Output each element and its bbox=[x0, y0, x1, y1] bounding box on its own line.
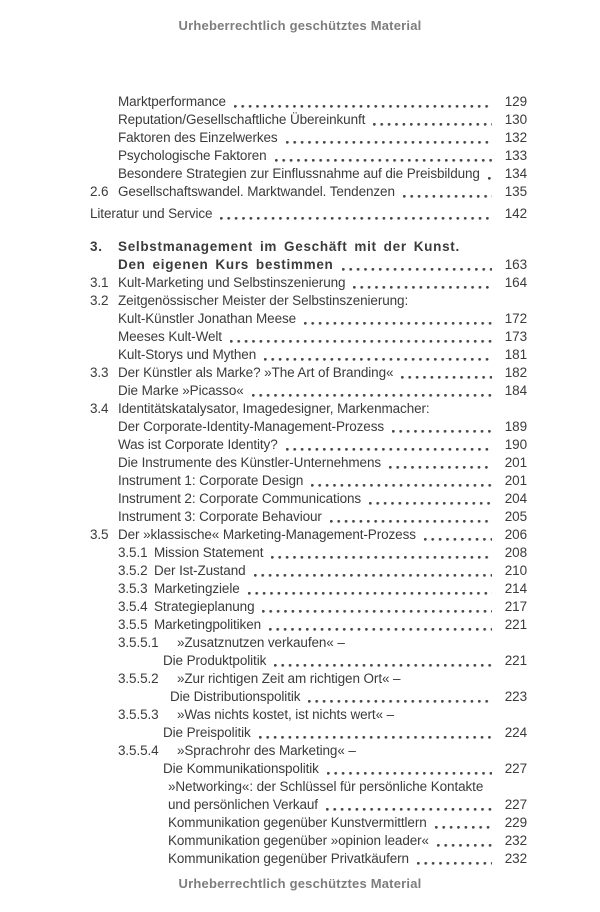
toc-entry-title: Die Marke »Picasso« bbox=[118, 383, 244, 398]
toc-entry-page: 208 bbox=[504, 545, 527, 560]
toc-entry bbox=[90, 111, 527, 129]
toc-entry-page: 181 bbox=[504, 347, 527, 362]
toc-entry-page: 221 bbox=[504, 617, 527, 632]
toc-entry-page: 135 bbox=[504, 184, 527, 199]
dot-leader bbox=[304, 310, 492, 328]
toc-entry bbox=[90, 670, 527, 688]
toc-entry-title: Identitätskatalysator, Imagedesigner, Markenmacher: bbox=[118, 401, 430, 416]
dot-leader bbox=[230, 328, 492, 346]
copyright-footer: Urheberrechtlich geschütztes Material bbox=[178, 876, 422, 891]
toc-entry bbox=[90, 328, 527, 346]
dot-leader bbox=[392, 418, 492, 436]
toc-entry-title: »Zusatznutzen verkaufen« – bbox=[177, 635, 345, 650]
toc-entry bbox=[90, 165, 527, 183]
toc-entry bbox=[90, 346, 527, 364]
dot-leader bbox=[373, 111, 492, 129]
toc-entry-title: Kult-Storys und Mythen bbox=[118, 347, 257, 362]
toc-entry-title: Kult-Künstler Jonathan Meese bbox=[118, 311, 297, 326]
toc-entry-page: 201 bbox=[504, 473, 527, 488]
dot-leader bbox=[286, 436, 492, 454]
toc-entry bbox=[90, 688, 527, 706]
toc-entry bbox=[90, 400, 527, 418]
toc-entry bbox=[90, 129, 527, 147]
toc-entry-page: 224 bbox=[504, 725, 527, 740]
toc-entry-page: 164 bbox=[504, 275, 527, 290]
toc-entry bbox=[90, 814, 527, 832]
toc-entry-number: 3.5.5 bbox=[118, 617, 148, 632]
dot-leader bbox=[435, 814, 492, 832]
toc-entry-title: Mission Statement bbox=[154, 545, 264, 560]
dot-leader bbox=[308, 688, 492, 706]
dot-leader bbox=[234, 93, 492, 111]
toc-entry-title: Strategieplanung bbox=[154, 599, 255, 614]
dot-leader bbox=[437, 832, 492, 850]
toc-entry-title: Der »klassische« Marketing-Management-Prozess bbox=[118, 527, 416, 542]
toc-entry-number: 3.5.3 bbox=[118, 581, 148, 596]
toc-entry-page: 210 bbox=[504, 563, 527, 578]
toc-entry-number: 3.5.2 bbox=[118, 563, 148, 578]
toc-entry-title: Zeitgenössischer Meister der Selbstinszenierung: bbox=[118, 293, 409, 308]
toc-entry bbox=[90, 580, 527, 598]
dot-leader bbox=[488, 165, 492, 183]
dot-leader bbox=[274, 652, 492, 670]
toc-entry bbox=[90, 832, 527, 850]
toc-block-chapter-3 bbox=[90, 238, 527, 868]
toc-entry-page: 205 bbox=[504, 509, 527, 524]
toc-entry-title: Faktoren des Einzelwerkes bbox=[118, 130, 278, 145]
copyright-header: Urheberrechtlich geschütztes Material bbox=[178, 18, 422, 33]
toc-entry-title: Instrument 2: Corporate Communications bbox=[118, 491, 362, 506]
toc-entry-title: Die Instrumente des Künstler-Unternehmens bbox=[118, 455, 382, 470]
toc-entry-title: und persönlichen Verkauf bbox=[168, 797, 318, 812]
toc-entry-title: Instrument 1: Corporate Design bbox=[118, 473, 304, 488]
toc-entry-title: Besondere Strategien zur Einflussnahme auf die Preisbildung bbox=[118, 166, 480, 181]
toc-entry-page: 163 bbox=[504, 257, 527, 272]
toc-entry-page: 173 bbox=[504, 329, 527, 344]
toc-entry-page: 190 bbox=[504, 437, 527, 452]
toc-entry-title: Literatur und Service bbox=[90, 206, 213, 221]
toc-entry-page: 132 bbox=[504, 130, 527, 145]
toc-entry bbox=[90, 454, 527, 472]
toc-entry bbox=[90, 760, 527, 778]
dot-leader bbox=[330, 508, 492, 526]
toc-entry-number: 3.5 bbox=[90, 527, 109, 542]
toc-entry-title: Der Corporate-Identity-Management-Prozess bbox=[118, 419, 385, 434]
toc-entry-number: 3.2 bbox=[90, 293, 109, 308]
toc-entry bbox=[90, 472, 527, 490]
toc-entry bbox=[90, 544, 527, 562]
toc-entry-title: Marktperformance bbox=[118, 94, 226, 109]
toc-entry-page: 172 bbox=[504, 311, 527, 326]
toc-entry bbox=[90, 598, 527, 616]
toc-entry-title: Kommunikation gegenüber Kunstvermittlern bbox=[168, 815, 427, 830]
toc-entry bbox=[90, 205, 527, 223]
dot-leader bbox=[389, 454, 492, 472]
toc-entry bbox=[90, 436, 527, 454]
toc-entry bbox=[90, 850, 527, 868]
toc-entry-page: 189 bbox=[504, 419, 527, 434]
dot-leader bbox=[403, 183, 492, 201]
toc-entry-page: 182 bbox=[504, 365, 527, 380]
toc-entry-page: 204 bbox=[504, 491, 527, 506]
toc-entry bbox=[90, 93, 527, 111]
toc-entry-number: 3.5.5.3 bbox=[118, 707, 159, 722]
toc-entry-number: 3. bbox=[90, 239, 103, 254]
toc-entry-page: 232 bbox=[504, 851, 527, 866]
dot-leader bbox=[342, 256, 493, 274]
dot-leader bbox=[311, 472, 492, 490]
toc-entry-title: Meeses Kult-Welt bbox=[118, 329, 222, 344]
toc-entry-page: 227 bbox=[504, 761, 527, 776]
toc-entry-title: Gesellschaftswandel. Marktwandel. Tendenzen bbox=[118, 184, 395, 199]
dot-leader bbox=[262, 598, 492, 616]
dot-leader bbox=[327, 760, 492, 778]
toc-entry-title: »Sprachrohr des Marketing« – bbox=[177, 743, 356, 758]
toc-entry-page: 129 bbox=[504, 94, 527, 109]
toc-entry-number: 3.1 bbox=[90, 275, 109, 290]
toc-entry-page: 201 bbox=[504, 455, 527, 470]
toc-entry-page: 133 bbox=[504, 148, 527, 163]
toc-entry bbox=[90, 382, 527, 400]
dot-leader bbox=[326, 796, 492, 814]
toc-entry-page: 221 bbox=[504, 653, 527, 668]
dot-leader bbox=[286, 129, 492, 147]
dot-leader bbox=[264, 346, 492, 364]
toc-entry-title: »Was nichts kostet, ist nichts wert« – bbox=[177, 707, 395, 722]
toc-entry bbox=[90, 562, 527, 580]
toc-entry-title: Die Kommunikationspolitik bbox=[163, 761, 319, 776]
dot-leader bbox=[252, 382, 492, 400]
toc-entry-page: 130 bbox=[504, 112, 527, 127]
toc-entry bbox=[90, 490, 527, 508]
toc-entry bbox=[90, 778, 527, 796]
toc-entry-page: 134 bbox=[504, 166, 527, 181]
toc-entry bbox=[90, 706, 527, 724]
dot-leader bbox=[254, 562, 492, 580]
toc-entry-number: 3.5.5.1 bbox=[118, 635, 159, 650]
toc-entry-title: Marketingziele bbox=[154, 581, 240, 596]
toc-entry-title: »Zur richtigen Zeit am richtigen Ort« – bbox=[177, 671, 401, 686]
toc-entry-title: Die Distributionspolitik bbox=[170, 689, 301, 704]
toc-entry-page: 229 bbox=[504, 815, 527, 830]
toc-entry-title: »Networking«: der Schlüssel für persönliche Kontakte bbox=[168, 779, 484, 794]
dot-leader bbox=[417, 850, 492, 868]
toc-entry bbox=[90, 526, 527, 544]
toc-entry-page: 217 bbox=[504, 599, 527, 614]
toc-entry-title: Selbstmanagement im Geschäft mit der Kunst. bbox=[118, 239, 460, 254]
toc-block-chapter-2-tail bbox=[90, 93, 527, 201]
toc-entry-number: 3.4 bbox=[90, 401, 109, 416]
toc-entry-title: Kommunikation gegenüber Privatkäufern bbox=[168, 851, 409, 866]
toc-entry bbox=[90, 652, 527, 670]
toc-block-literatur bbox=[90, 205, 527, 223]
dot-leader bbox=[275, 147, 492, 165]
dot-leader bbox=[424, 526, 492, 544]
toc-entry-title: Was ist Corporate Identity? bbox=[118, 437, 278, 452]
toc-entry bbox=[90, 634, 527, 652]
toc-entry bbox=[90, 274, 527, 292]
toc-entry bbox=[90, 724, 527, 742]
toc-entry-page: 206 bbox=[504, 527, 527, 542]
toc bbox=[90, 93, 527, 868]
toc-entry bbox=[90, 742, 527, 760]
toc-entry bbox=[90, 183, 527, 201]
dot-leader bbox=[248, 580, 492, 598]
toc-entry-title: Den eigenen Kurs bestimmen bbox=[118, 257, 334, 272]
toc-entry-title: Der Ist-Zustand bbox=[154, 563, 246, 578]
toc-entry-number: 2.6 bbox=[90, 184, 109, 199]
toc-entry-number: 3.3 bbox=[90, 365, 109, 380]
toc-entry-title: Die Preispolitik bbox=[163, 725, 251, 740]
dot-leader bbox=[259, 724, 492, 742]
toc-entry bbox=[90, 418, 527, 436]
toc-entry-title: Die Produktpolitik bbox=[163, 653, 267, 668]
toc-entry-page: 184 bbox=[504, 383, 527, 398]
toc-entry-number: 3.5.1 bbox=[118, 545, 148, 560]
toc-entry-title: Instrument 3: Corporate Behaviour bbox=[118, 509, 322, 524]
dot-leader bbox=[401, 364, 492, 382]
toc-entry-title: Reputation/Gesellschaftliche Übereinkunft bbox=[118, 112, 366, 127]
toc-entry-title: Psychologische Faktoren bbox=[118, 148, 267, 163]
toc-entry-title: Der Künstler als Marke? »The Art of Branding« bbox=[118, 365, 394, 380]
toc-entry bbox=[90, 147, 527, 165]
toc-entry bbox=[90, 616, 527, 634]
toc-entry bbox=[90, 292, 527, 310]
toc-entry-title: Kommunikation gegenüber »opinion leader« bbox=[168, 833, 429, 848]
dot-leader bbox=[269, 616, 492, 634]
toc-entry bbox=[90, 256, 527, 274]
toc-entry bbox=[90, 310, 527, 328]
dot-leader bbox=[220, 205, 492, 223]
toc-entry-title: Kult-Marketing und Selbstinszenierung bbox=[118, 275, 346, 290]
toc-entry-title: Marketingpolitiken bbox=[154, 617, 262, 632]
toc-entry-page: 227 bbox=[504, 797, 527, 812]
toc-entry bbox=[90, 364, 527, 382]
toc-entry-number: 3.5.4 bbox=[118, 599, 148, 614]
dot-leader bbox=[353, 274, 492, 292]
toc-entry-page: 214 bbox=[504, 581, 527, 596]
toc-entry-page: 142 bbox=[504, 206, 527, 221]
dot-leader bbox=[369, 490, 492, 508]
dot-leader bbox=[271, 544, 492, 562]
toc-entry-number: 3.5.5.2 bbox=[118, 671, 159, 686]
toc-entry bbox=[90, 238, 527, 256]
toc-entry-number: 3.5.5.4 bbox=[118, 743, 159, 758]
toc-entry bbox=[90, 508, 527, 526]
toc-entry-page: 232 bbox=[504, 833, 527, 848]
toc-entry bbox=[90, 796, 527, 814]
toc-entry-page: 223 bbox=[504, 689, 527, 704]
